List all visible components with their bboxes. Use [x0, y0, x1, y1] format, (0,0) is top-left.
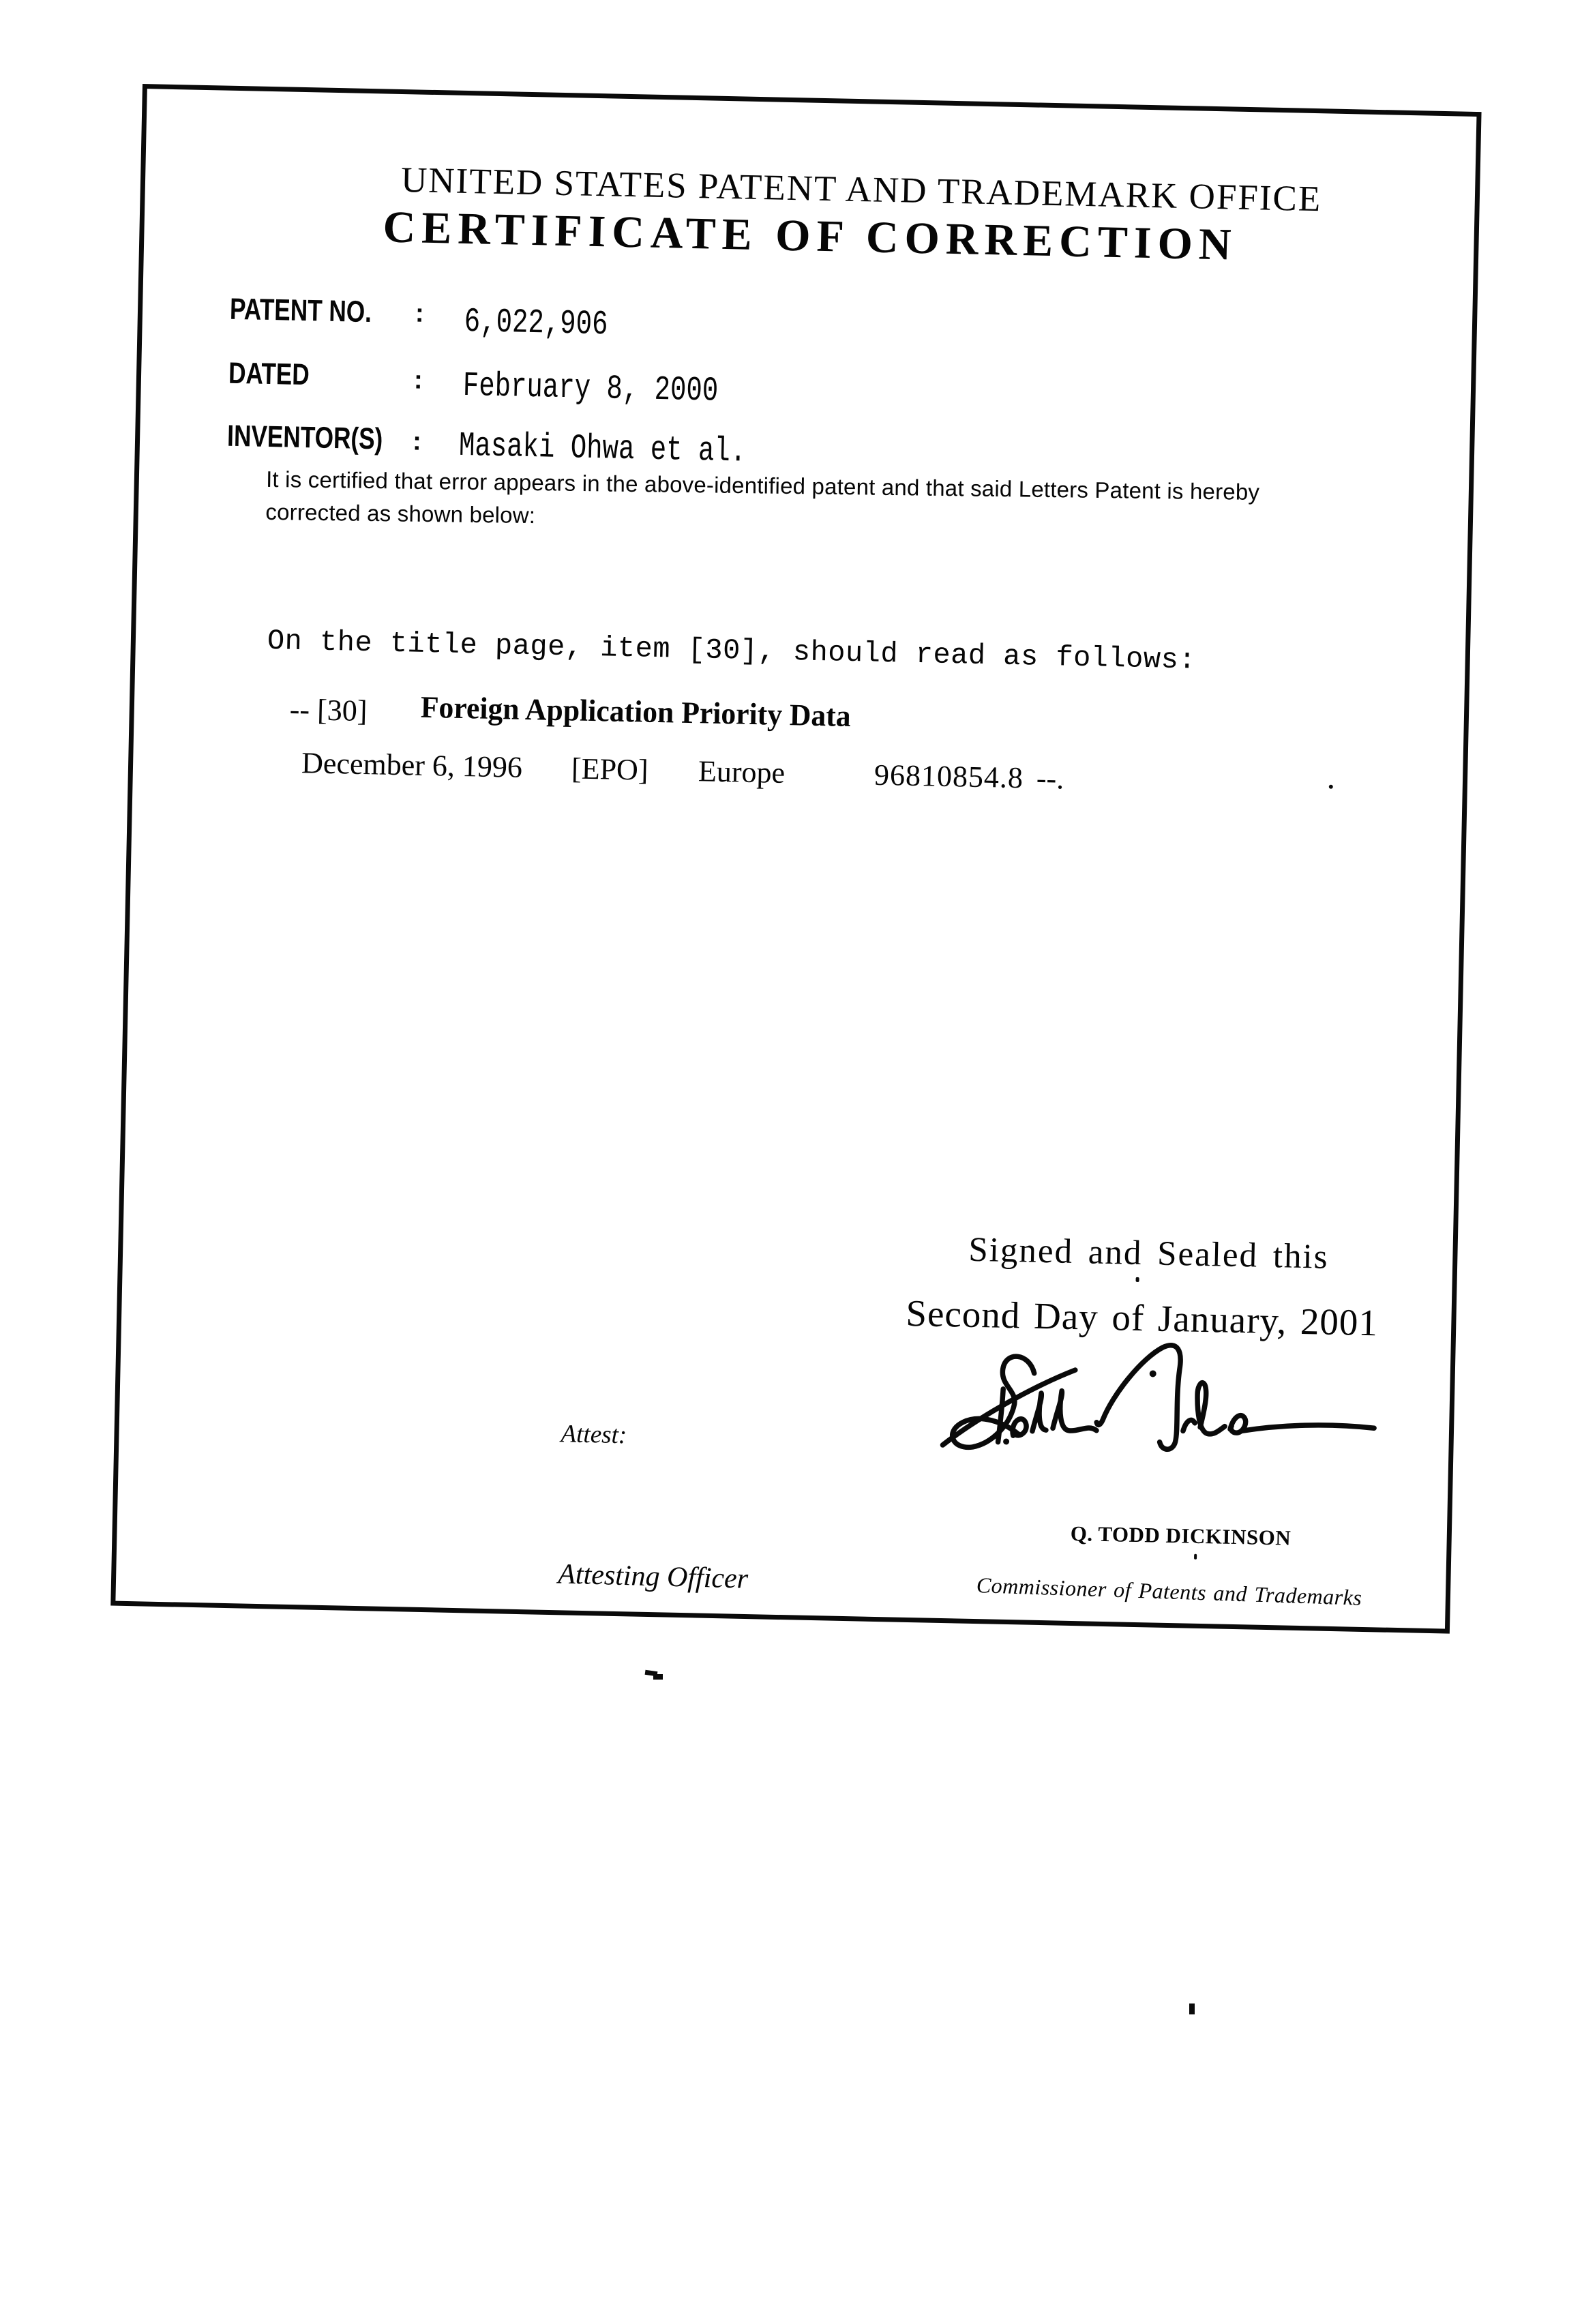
inventors-colon: :	[412, 427, 422, 456]
office-name: UNITED STATES PATENT AND TRADEMARK OFFICE	[400, 160, 1322, 220]
scan-speck	[1329, 785, 1333, 789]
priority-office-code: [EPO]	[571, 751, 649, 787]
scan-speck	[1189, 2003, 1195, 2014]
dated-colon: :	[413, 366, 423, 395]
certification-paragraph	[265, 463, 1384, 543]
scan-speck	[653, 1674, 663, 1680]
correction-instruction: On the title page, item [30], should read as follows:	[267, 625, 1197, 677]
attesting-officer-label: Attesting Officer	[557, 1558, 749, 1595]
signature-i-dot	[1150, 1370, 1156, 1377]
signature-icon	[931, 1332, 1384, 1478]
signature-period-dot	[1003, 1438, 1009, 1444]
correction-close-marker: --.	[1036, 761, 1064, 796]
patent-no-value: 6,022,906	[464, 302, 608, 345]
scan-speck	[1194, 1554, 1197, 1560]
certificate-page-frame	[110, 84, 1481, 1634]
inventors-value: Masaki Ohwa et al.	[458, 426, 747, 472]
certification-line-2: corrected as shown below:	[265, 498, 536, 528]
signed-and-sealed-line: Signed and Sealed this	[968, 1230, 1330, 1277]
priority-region: Europe	[698, 754, 786, 790]
signer-name: Q. TODD DICKINSON	[1070, 1521, 1292, 1550]
dated-label: DATED	[228, 356, 310, 392]
signer-title: Commissioner of Patents and Trademarks	[976, 1573, 1362, 1610]
priority-application-number: 96810854.8	[874, 758, 1024, 795]
scan-speck	[1136, 1277, 1139, 1282]
certification-line-1: It is certified that error appears in the above-identified patent and that said Letters Patent is hereby	[265, 466, 1260, 505]
item-30-heading: Foreign Application Priority Data	[420, 689, 852, 733]
item-30-marker: -- [30]	[289, 692, 368, 728]
attest-label: Attest:	[561, 1420, 627, 1450]
signing-date-line: Second Day of January, 2001	[905, 1292, 1379, 1344]
certificate-title: CERTIFICATE OF CORRECTION	[382, 202, 1238, 270]
priority-date: December 6, 1996	[301, 746, 523, 784]
inventors-label: INVENTOR(S)	[226, 419, 383, 456]
dated-value: February 8, 2000	[462, 366, 719, 411]
patent-no-label: PATENT NO.	[229, 292, 372, 329]
patent-no-colon: :	[415, 299, 425, 328]
